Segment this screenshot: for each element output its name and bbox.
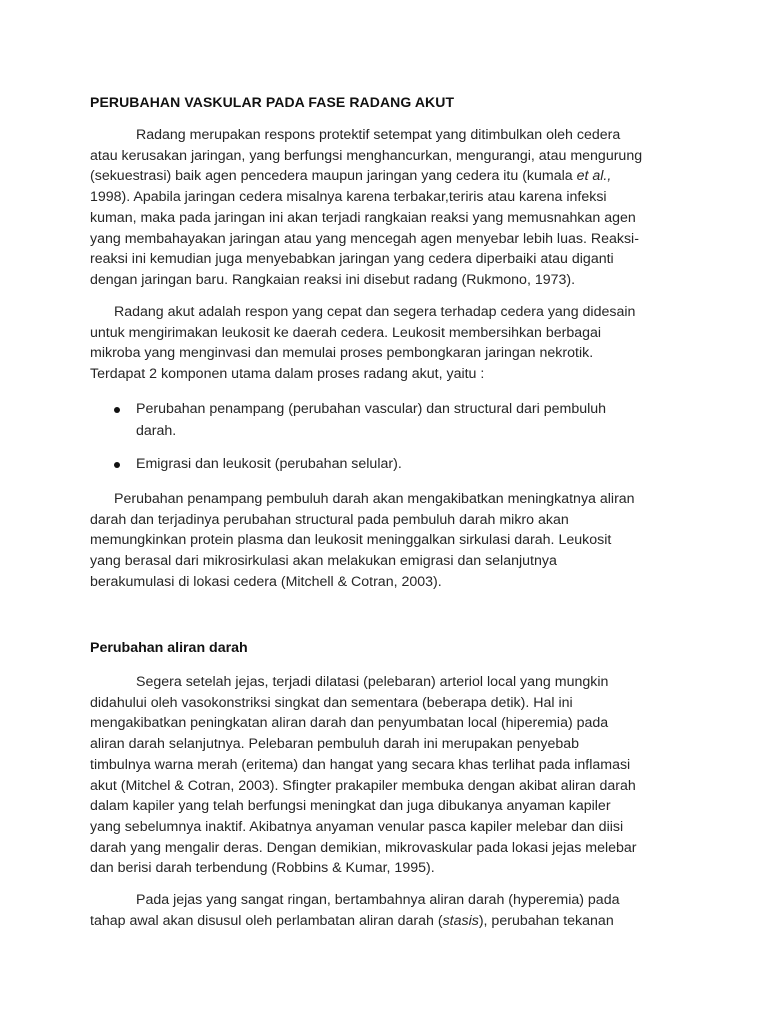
bullet-dot-icon	[114, 462, 120, 468]
paragraph-5-line: Pada jejas yang sangat ringan, bertambahnya aliran darah (hyperemia) pada	[136, 892, 620, 908]
paragraph-3	[90, 489, 680, 593]
paragraph-5	[90, 890, 680, 931]
paragraph-1-line: Radang merupakan respons protektif setempat yang ditimbulkan oleh cedera	[136, 127, 621, 143]
paragraph-4-line: darah yang mengalir deras. Dengan demikian, mikrovaskular pada lokasi jejas melebar	[90, 839, 637, 856]
paragraph-4-line: mengakibatkan peningkatan aliran darah dan penyumbatan local (hiperemia) pada	[90, 715, 609, 732]
bullet-list	[90, 399, 680, 476]
paragraph-4-line: aliran darah selanjutnya. Pelebaran pembuluh darah ini merupakan penyebab	[90, 736, 580, 753]
et-al-italic: et al.,	[576, 168, 612, 185]
paragraph-2-line: untuk mengirimakan leukosit ke daerah cedera. Leukosit membersihkan berbagai	[90, 324, 602, 341]
paragraph-1-line: reaksi ini kemudian juga menyebabkan jaringan yang cedera diperbaiki atau diganti	[90, 251, 614, 268]
bullet-line: Perubahan penampang (perubahan vascular) dan structural dari pembuluh	[136, 401, 607, 417]
stasis-italic: stasis	[442, 912, 479, 929]
paragraph-4-line: timbulnya warna merah (eritema) dan hangat yang secara khas terlihat pada inflamasi	[90, 756, 631, 773]
paragraph-3-line: berakumulasi di lokasi cedera (Mitchell & Cotran, 2003).	[90, 573, 442, 590]
paragraph-5-line-text: ), perubahan tekanan	[478, 912, 614, 929]
paragraph-2-line: Terdapat 2 komponen utama dalam proses radang akut, yaitu :	[90, 366, 485, 383]
paragraph-5-line	[90, 911, 680, 932]
paragraph-1-line-text: (sekuestrasi) baik agen pencedera maupun jaringan yang cedera itu (kumala	[90, 168, 577, 185]
paragraph-1-line: yang membahayakan jaringan atau yang mencegah agen menyebar lebih luas. Reaksi-	[90, 230, 639, 247]
document-title: PERUBAHAN VASKULAR PADA FASE RADANG AKUT	[90, 94, 455, 110]
bullet-line: Emigrasi dan leukosit (perubahan selular).	[136, 456, 402, 472]
paragraph-1-line: 1998). Apabila jaringan cedera misalnya karena terbakar,teriris atau karena infeksi	[90, 189, 607, 206]
paragraph-2-line: mikroba yang menginvasi dan memulai proses pembongkaran jaringan nekrotik.	[90, 345, 594, 362]
bullet-item	[90, 399, 680, 442]
paragraph-1-line: atau kerusakan jaringan, yang berfungsi menghancurkan, mengurangi, atau mengurung	[90, 147, 643, 164]
section-subheading: Perubahan aliran darah	[90, 640, 248, 656]
paragraph-1-line	[90, 166, 680, 187]
paragraph-3-line: yang berasal dari mikrosirkulasi akan melakukan emigrasi dan selanjutnya	[90, 553, 557, 570]
paragraph-5-line-text: tahap awal akan disusul oleh perlambatan aliran darah (	[90, 912, 443, 929]
paragraph-4-line: Segera setelah jejas, terjadi dilatasi (pelebaran) arteriol local yang mungkin	[136, 674, 609, 690]
bullet-line: darah.	[136, 422, 177, 439]
paragraph-1	[90, 125, 680, 291]
bullet-dot-icon	[114, 407, 120, 413]
paragraph-4-line: dalam kapiler yang telah berfungsi meningkat dan juga dibukanya anyaman kapiler	[90, 798, 611, 815]
bullet-item	[90, 454, 680, 476]
paragraph-4-line: didahului oleh vasokonstriksi singkat dan sementara (beberapa detik). Hal ini	[90, 694, 573, 711]
paragraph-4-line: yang sebelumnya inaktif. Akibatnya anyaman venular pasca kapiler melebar dan diisi	[90, 818, 624, 835]
paragraph-3-line: memungkinkan protein plasma dan leukosit meninggalkan sirkulasi darah. Leukosit	[90, 532, 612, 549]
paragraph-2-line: Radang akut adalah respon yang cepat dan segera terhadap cedera yang didesain	[114, 304, 636, 320]
paragraph-1-line: kuman, maka pada jaringan ini akan terjadi rangkaian reaksi yang memusnahkan agen	[90, 209, 636, 226]
paragraph-4-line: dan berisi darah terbendung (Robbins & Kumar, 1995).	[90, 860, 435, 877]
paragraph-1-line: dengan jaringan baru. Rangkaian reaksi ini disebut radang (Rukmono, 1973).	[90, 271, 576, 288]
paragraph-3-line: Perubahan penampang pembuluh darah akan mengakibatkan meningkatnya aliran	[114, 491, 635, 507]
paragraph-2	[90, 302, 680, 385]
paragraph-3-line: darah dan terjadinya perubahan structural pada pembuluh darah mikro akan	[90, 511, 569, 528]
paragraph-4	[90, 672, 680, 879]
paragraph-4-line: akut (Mitchel & Cotran, 2003). Sfingter prakapiler membuka dengan akibat aliran darah	[90, 777, 636, 794]
